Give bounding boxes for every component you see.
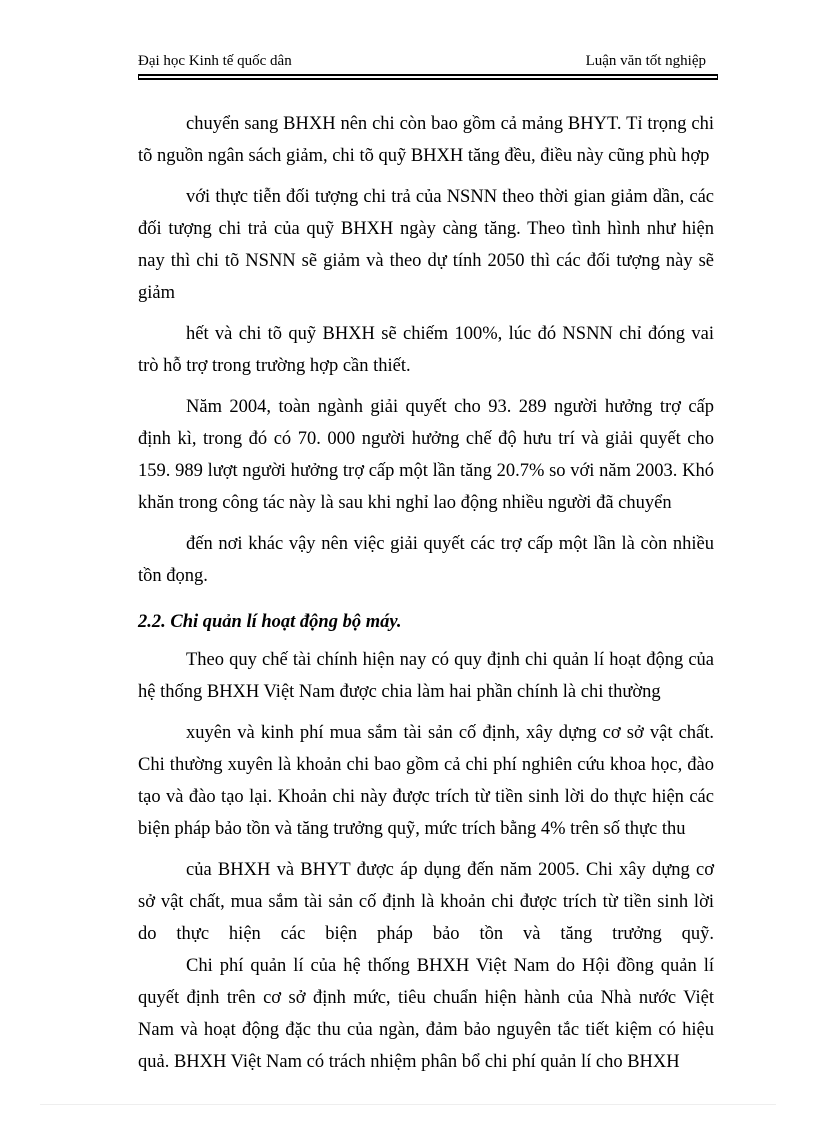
header-university: Đại học Kinh tế quốc dân (138, 53, 292, 69)
section-heading: 2.2. Chi quản lí hoạt động bộ máy. (138, 612, 402, 632)
paragraph-2: với thực tiễn đối tượng chi trả của NSNN theo thời gian giảm dần, các đối tượng chi trả của quỹ BHXH ngày càng tăng. Theo tình hình như hiện nay thì chi tõ NSNN sẽ giảm và theo dự tính 2050 thì các đối tượng này sẽ giảm (138, 187, 714, 303)
page-bottom-divider (40, 1104, 776, 1105)
paragraph-4: Năm 2004, toàn ngành giải quyết cho 93. 289 người hưởng trợ cấp định kì, trong đó có 70. 000 người hưởng chế độ hưu trí và giải quyết cho 159. 989 lượt người hưởng trợ cấp một lần tăng 20.7% so với năm 2003. Khó khăn trong công tác này là sau khi nghỉ lao động nhiều người đã chuyển (138, 397, 714, 513)
document-body (138, 108, 714, 1078)
header-document-type: Luận văn tốt nghiệp (585, 53, 706, 69)
page-header (138, 50, 718, 76)
paragraph-1: chuyển sang BHXH nên chi còn bao gồm cả mảng BHYT. Tỉ trọng chi tõ nguồn ngân sách giảm, chi tõ quỹ BHXH tăng đều, điều này cũng phù hợp (138, 114, 714, 166)
paragraph-9: Chi phí quản lí của hệ thống BHXH Việt Nam do Hội đồng quản lí quyết định trên cơ sở định mức, tiêu chuẩn hiện hành của Nhà nước Việt Nam và hoạt động đặc thu của ngàn, đảm bảo nguyên tắc tiết kiệm có hiệu quả. BHXH Việt Nam có trách nhiệm phân bổ chi phí quản lí cho BHXH (138, 956, 714, 1072)
paragraph-3: hết và chi tõ quỹ BHXH sẽ chiếm 100%, lúc đó NSNN chỉ đóng vai trò hỗ trợ trong trường hợp cần thiết. (138, 324, 714, 376)
paragraph-7: xuyên và kinh phí mua sắm tài sản cố định, xây dựng cơ sở vật chất. Chi thường xuyên là khoản chi bao gồm cả chi phí nghiên cứu khoa học, đào tạo và đào tạo lại. Khoản chi này được trích từ tiền sinh lời do thực hiện các biện pháp bảo tồn và tăng trưởng quỹ, mức trích bằng 4% trên số thực thu (138, 723, 714, 839)
paragraph-8: của BHXH và BHYT được áp dụng đến năm 2005. Chi xây dựng cơ sở vật chất, mua sắm tài sản cố định là khoản chi được trích từ tiền sinh lời do thực hiện các biện pháp bảo tồn và tăng trưởng quỹ. (138, 860, 714, 944)
paragraph-6: Theo quy chế tài chính hiện nay có quy định chi quản lí hoạt động của hệ thống BHXH Việt Nam được chia làm hai phần chính là chi thường (138, 650, 714, 702)
paragraph-5: đến nơi khác vậy nên việc giải quyết các trợ cấp một lần là còn nhiều tồn đọng. (138, 534, 714, 586)
